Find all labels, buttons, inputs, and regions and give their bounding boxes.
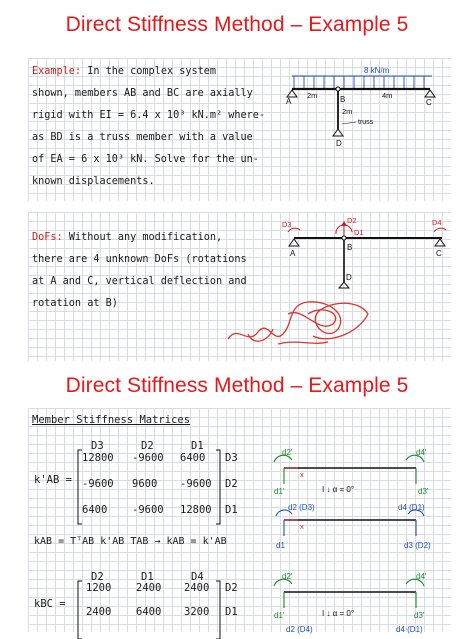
matrix-cell: 2400 bbox=[184, 582, 210, 594]
dof-d2-label: D2 bbox=[347, 216, 357, 225]
node-a-label: A bbox=[286, 97, 292, 106]
dof-label: d3 (D2) bbox=[404, 541, 431, 550]
matrix-cell: -9600 bbox=[132, 504, 164, 516]
dof-label: d4' bbox=[416, 572, 427, 581]
node-a-label: A bbox=[290, 249, 296, 258]
matrix-row-dof: D3 bbox=[225, 452, 238, 464]
transformation-equation: kAB = TᵀAB k'AB TAB → kAB = k'AB bbox=[34, 536, 227, 547]
angle-label: I ↓ α = 0° bbox=[322, 485, 355, 494]
matrix-col-header: D2 bbox=[91, 571, 104, 583]
dim-ab: 2m bbox=[307, 91, 318, 100]
dof-label: d2' bbox=[282, 448, 293, 457]
dof-label: d4 (D1) bbox=[398, 503, 425, 512]
node-d-label: D bbox=[336, 139, 342, 148]
dof-label: d1' bbox=[274, 611, 285, 620]
example-line: as BD is a truss member with a value bbox=[32, 132, 253, 143]
matrix-cell: -9600 bbox=[180, 478, 212, 490]
matrix-row-dof: D2 bbox=[225, 582, 238, 594]
dof-label: d4' bbox=[416, 448, 427, 457]
member-ab-global-diagram bbox=[266, 502, 446, 558]
kab-label: k'AB = bbox=[34, 474, 72, 486]
member-bc-global-diagram bbox=[266, 622, 446, 632]
dof-label: d4 (D1) bbox=[396, 625, 423, 634]
stiffness-panel bbox=[28, 408, 451, 632]
dof-label: d1 bbox=[276, 541, 285, 550]
matrix-cell: 3200 bbox=[184, 606, 210, 618]
matrix-cell: 1200 bbox=[86, 582, 112, 594]
kbc-label: kBC = bbox=[34, 598, 66, 610]
example-line: of EA = 6 x 10³ kN. Solve for the un- bbox=[32, 154, 259, 165]
dof-label: d2 (D4) bbox=[286, 625, 313, 634]
axis-label: x bbox=[300, 522, 304, 531]
slide-title: Direct Stiffness Method – Example 5 bbox=[65, 13, 409, 36]
dof-d3-label: D3 bbox=[282, 220, 292, 229]
matrix-row-dof: D1 bbox=[225, 606, 238, 618]
dof-label: d2' bbox=[282, 572, 293, 581]
example-line: shown, members AB and BC are axially bbox=[32, 88, 253, 99]
dofs-panel bbox=[28, 212, 451, 361]
dof-label: d1' bbox=[274, 487, 285, 496]
node-b-label: B bbox=[340, 95, 346, 104]
dim-bd: 2m bbox=[342, 107, 353, 116]
dofs-line: at A and C, vertical deflection and bbox=[32, 276, 247, 287]
matrix-cell: -9600 bbox=[82, 478, 114, 490]
node-c-label: C bbox=[426, 98, 432, 107]
matrix-cell: 6400 bbox=[82, 504, 108, 516]
matrix-col-header: D1 bbox=[191, 440, 204, 452]
example-label: Example: bbox=[32, 66, 82, 77]
angle-label: I ↓ α = 0° bbox=[322, 609, 355, 618]
matrix-cell: 6400 bbox=[180, 452, 206, 464]
matrix-cell: 6400 bbox=[136, 606, 162, 618]
matrix-col-header: D2 bbox=[141, 440, 154, 452]
frame-diagram bbox=[282, 66, 462, 156]
matrix-cell: 12800 bbox=[82, 452, 114, 464]
matrix-col-header: D1 bbox=[141, 571, 154, 583]
member-ab-local-diagram bbox=[266, 444, 436, 504]
dof-label: d3' bbox=[418, 487, 429, 496]
node-d-label: D bbox=[346, 273, 352, 282]
load-label: 8 kN/m bbox=[364, 66, 390, 75]
example-line: known displacements. bbox=[32, 176, 155, 187]
dof-label: d3' bbox=[414, 611, 425, 620]
dofs-line: there are 4 unknown DoFs (rotations bbox=[32, 254, 247, 265]
matrix-cell: -9600 bbox=[132, 452, 164, 464]
example-panel bbox=[28, 58, 451, 201]
dofs-line: Without any modification, bbox=[68, 232, 223, 243]
axis-label: x bbox=[300, 470, 304, 479]
matrix-cell: 9600 bbox=[132, 478, 158, 490]
matrix-cell: 2400 bbox=[86, 606, 112, 618]
section-heading: Member Stiffness Matrices bbox=[32, 414, 191, 426]
dofs-label: DoFs: bbox=[32, 232, 63, 243]
slide-title: Direct Stiffness Method – Example 5 bbox=[65, 374, 409, 397]
dof-d4-label: D4 bbox=[432, 218, 442, 227]
dofs-line: rotation at B) bbox=[32, 298, 118, 309]
node-b-label: B bbox=[347, 243, 353, 252]
node-c-label: C bbox=[436, 249, 442, 258]
example-line: In the complex system bbox=[87, 66, 217, 77]
member-bc-local-diagram bbox=[266, 568, 436, 626]
dof-label: d2 (D3) bbox=[288, 503, 315, 512]
matrix-cell: 2400 bbox=[136, 582, 162, 594]
matrix-row-dof: D1 bbox=[225, 504, 238, 516]
matrix-col-header: D4 bbox=[191, 571, 204, 583]
dim-bc: 4m bbox=[382, 91, 393, 100]
dof-d1-label: D1 bbox=[354, 228, 364, 237]
truss-label: truss bbox=[358, 119, 374, 126]
matrix-row-dof: D2 bbox=[225, 478, 238, 490]
signature-scribble bbox=[218, 284, 378, 354]
example-line: rigid with EI = 6.4 x 10³ kN.m² where- bbox=[32, 110, 266, 121]
matrix-col-header: D3 bbox=[91, 440, 104, 452]
matrix-cell: 12800 bbox=[180, 504, 212, 516]
